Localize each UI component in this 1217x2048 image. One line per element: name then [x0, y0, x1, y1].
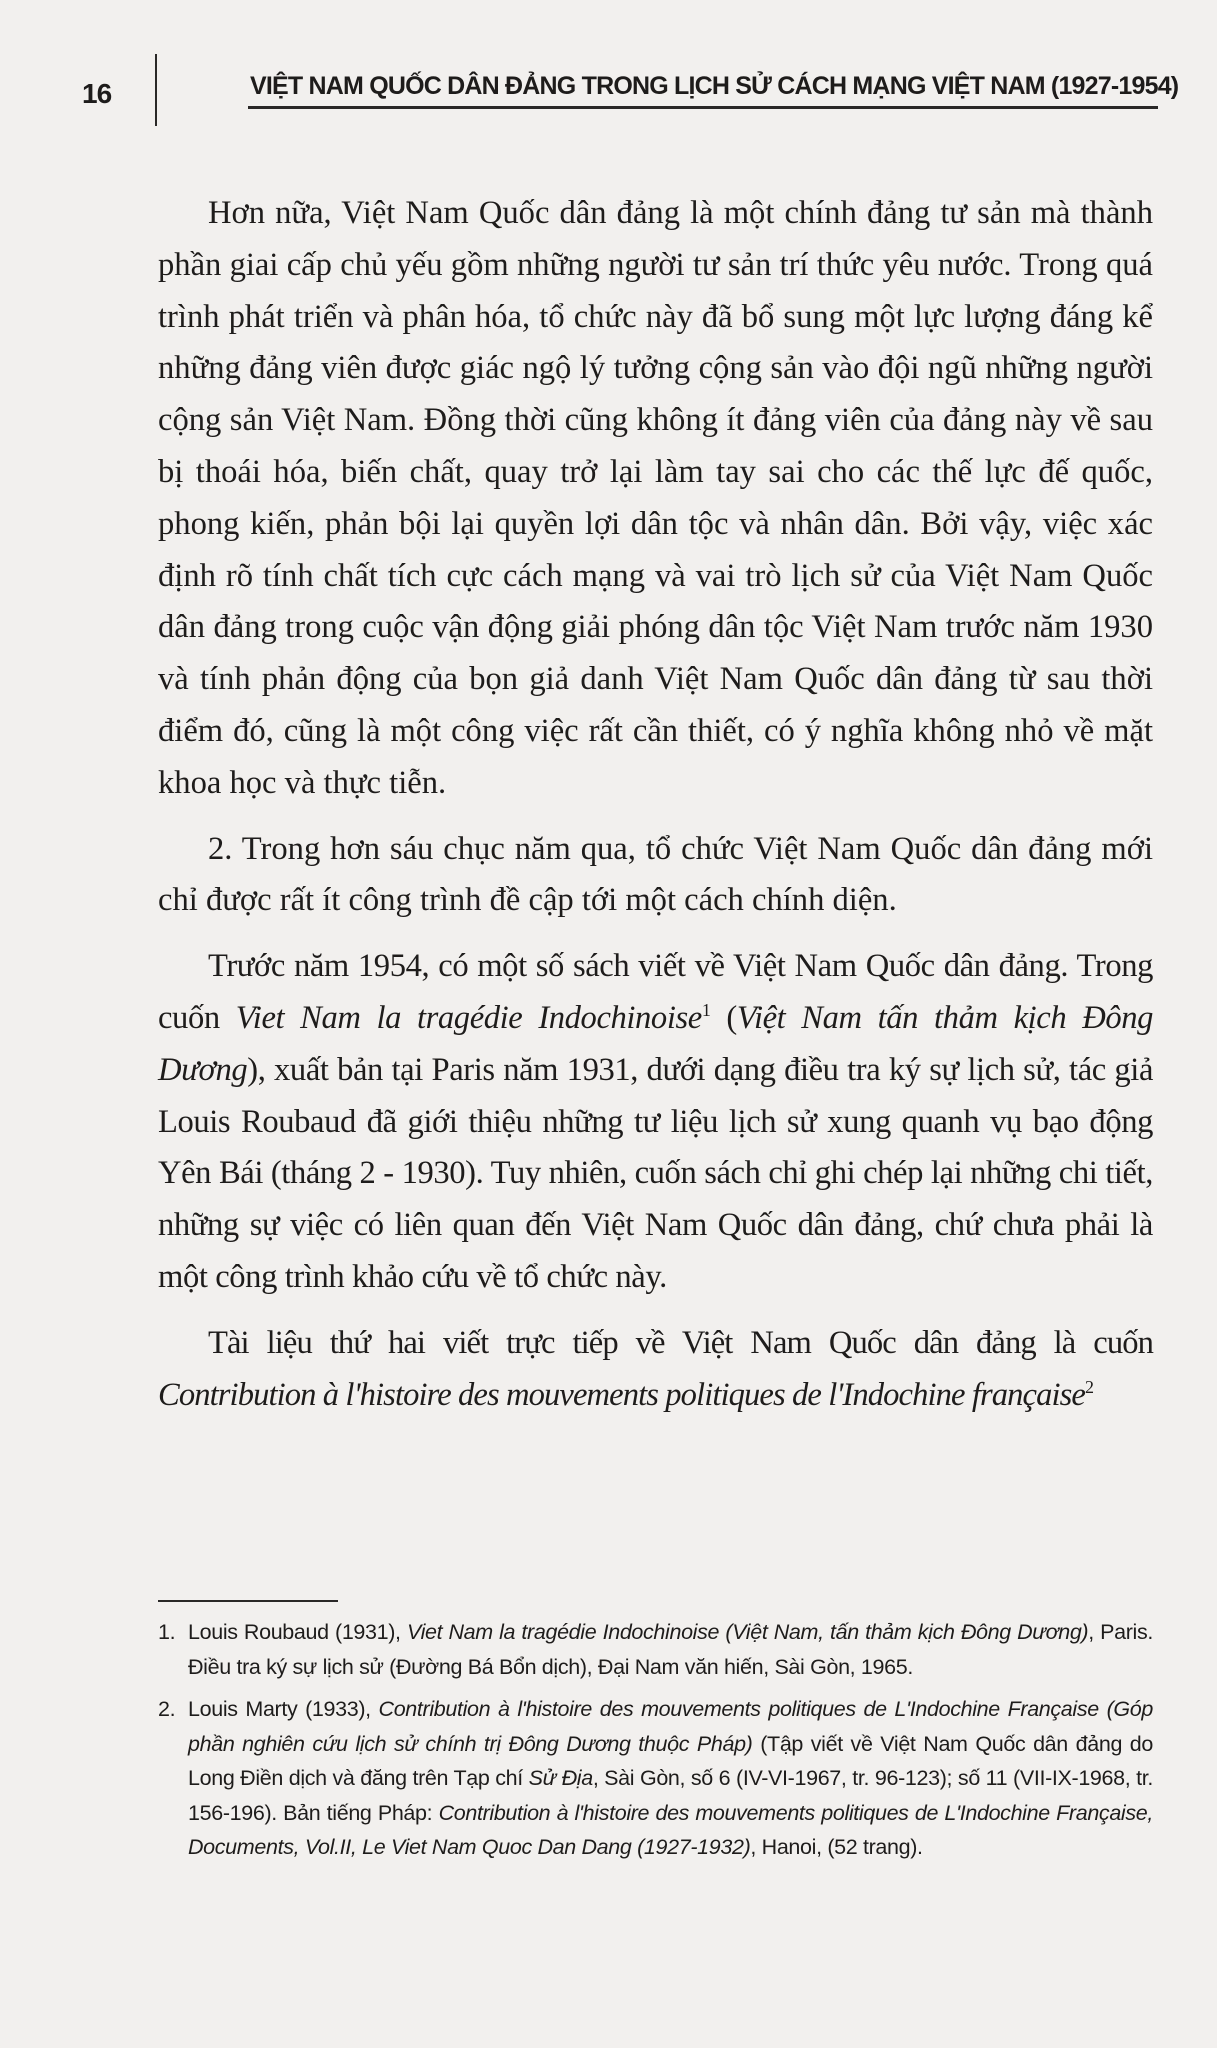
header-divider [155, 54, 157, 126]
paragraph-3-text-a: Trước năm 1954, có một số sách viết về Việt Nam Quốc dân đảng. Trong cuốn [158, 948, 1153, 1036]
paragraph-3-text-b: ( [710, 999, 737, 1036]
footnote-2-text-c: , Sài Gòn, số 6 (IV-VI-1967, tr. 96-123); số 11 (VII-IX-1968, tr. 156-196). Bản tiếng Pháp: [188, 1766, 1153, 1825]
book-title-contribution: Contribution à l'histoire des mouvements politiques de l'Indochine française [158, 1376, 1085, 1413]
footnote-2 [158, 1692, 1153, 1865]
footnote-2-journal: Sử Địa [528, 1766, 593, 1790]
paragraph-4-text-a: Tài liệu thứ hai viết trực tiếp về Việt Nam Quốc dân đảng là cuốn [208, 1324, 1153, 1361]
footnote-ref-1: 1 [701, 999, 711, 1020]
paragraph-3-text-c: ), xuất bản tại Paris năm 1931, dưới dạng điều tra ký sự lịch sử, tác giả Louis Roubaud đã giới thiệu những tư liệu lịch sử xung quanh vụ bạo động Yên Bái (tháng 2 - 1930). Tuy nhiên, cuốn sách chỉ ghi chép lại những chi tiết, những sự việc có liên quan đến Việt Nam Quốc dân đảng, chứ chưa phải là một công trình khảo cứu về tổ chức này. [158, 1051, 1153, 1295]
footnote-2-title: Contribution à l'histoire des mouvements politiques de L'Indochine Française (Góp phần nghiên cứu lịch sử chính trị Đông Dương thuộc Pháp) [188, 1697, 1153, 1756]
body-text [158, 188, 1153, 1421]
footnote-rule [158, 1600, 338, 1602]
footnote-2-text-d: , Hanoi, (52 trang). [750, 1835, 923, 1859]
footnote-ref-2: 2 [1084, 1376, 1094, 1397]
page-number: 16 [82, 78, 112, 109]
paragraph-2: 2. Trong hơn sáu chục năm qua, tổ chức Việt Nam Quốc dân đảng mới chỉ được rất ít công trình đề cập tới một cách chính diện. [158, 830, 1153, 919]
footnote-2-text-b: (Tập viết về Việt Nam Quốc dân đảng do Long Điền dịch và đăng trên Tạp chí [188, 1731, 1153, 1790]
footnote-2-french-title: Contribution à l'histoire des mouvements politiques de L'Indochine Française, Documents, Vol.II, Le Viet Nam Quoc Dan Dang (1927-1932) [188, 1800, 1153, 1859]
paragraph-3 [158, 941, 1153, 1304]
header-rule [248, 106, 1158, 109]
footnote-1-title: Viet Nam la tragédie Indochinoise (Việt Nam, tấn thảm kịch Đông Dương) [406, 1620, 1089, 1644]
paragraph-1: Hơn nữa, Việt Nam Quốc dân đảng là một chính đảng tư sản mà thành phần giai cấp chủ yếu gồm những người tư sản trí thức yêu nước. Trong quá trình phát triển và phân hóa, tổ chức này đã bổ sung một lực lượng đáng kể những đảng viên được giác ngộ lý tưởng cộng sản vào đội ngũ những người cộng sản Việt Nam. Đồng thời cũng không ít đảng viên của đảng này về sau bị thoái hóa, biến chất, quay trở lại làm tay sai cho các thế lực đế quốc, phong kiến, phản bội lại quyền lợi dân tộc và nhân dân. Bởi vậy, việc xác định rõ tính chất tích cực cách mạng và vai trò lịch sử của Việt Nam Quốc dân đảng trong cuộc vận động giải phóng dân tộc Việt Nam trước năm 1930 và tính phản động của bọn giả danh Việt Nam Quốc dân đảng từ sau thời điểm đó, cũng là một công việc rất cần thiết, có ý nghĩa không nhỏ về mặt khoa học và thực tiễn. [158, 195, 1153, 801]
footnote-1-text-a: Louis Roubaud (1931), [188, 1620, 407, 1644]
book-title-vietnamese: Việt Nam tấn thảm kịch Đông Dương [158, 999, 1153, 1088]
footnote-1-text-b: , Paris. Điều tra ký sự lịch sử (Đường Bá Bổn dịch), Đại Nam văn hiến, Sài Gòn, 1965. [188, 1620, 1154, 1679]
footnote-text [188, 1692, 1153, 1865]
footnote-1 [158, 1615, 1153, 1684]
book-title-french: Viet Nam la tragédie Indochinoise [235, 999, 702, 1036]
paragraph-4 [158, 1318, 1153, 1422]
page-header [0, 50, 1217, 130]
running-title: VIỆT NAM QUỐC DÂN ĐẢNG TRONG LỊCH SỬ CÁCH MẠNG VIỆT NAM (1927-1954) [250, 72, 1179, 100]
footnotes [158, 1615, 1153, 1873]
footnote-number: 2. [158, 1697, 176, 1721]
footnote-text [188, 1615, 1153, 1684]
footnote-number: 1. [158, 1620, 176, 1644]
footnote-2-text-a: Louis Marty (1933), [188, 1697, 379, 1721]
